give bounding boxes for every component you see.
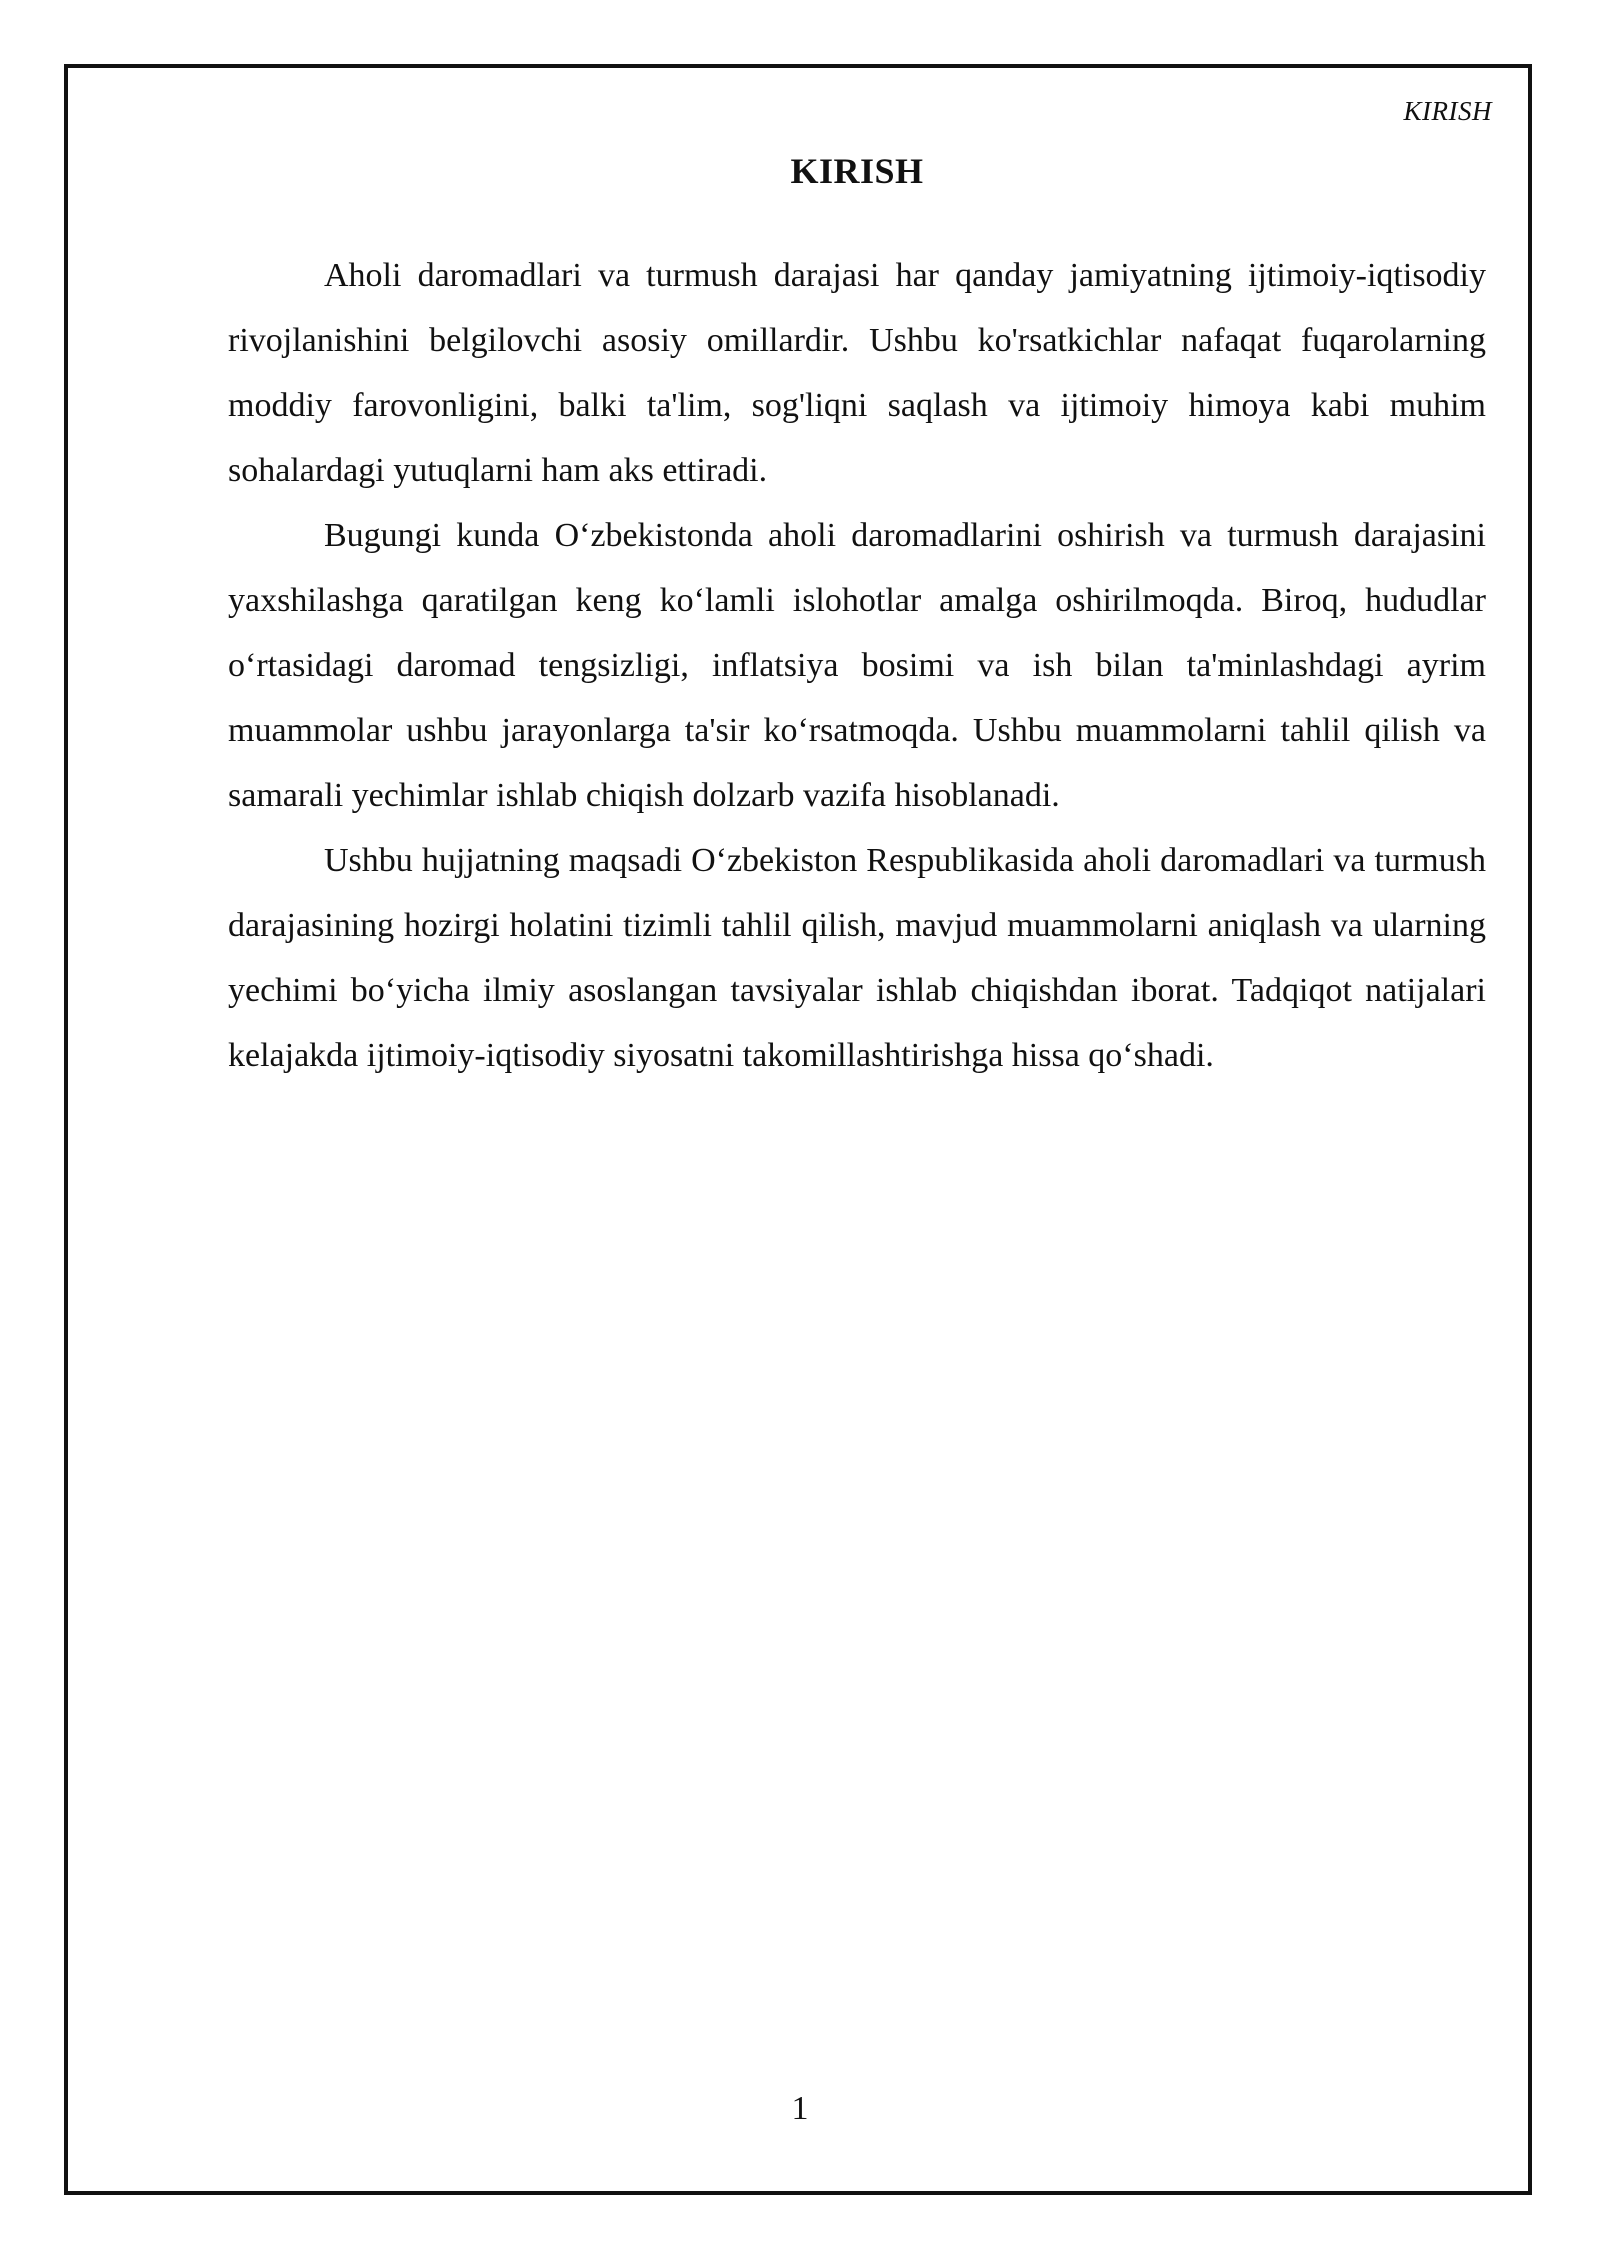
page-number: 1 (791, 2090, 809, 2127)
paragraph-2: Bugungi kunda O‘zbekistonda aholi daromadlarini oshirish va turmush darajasini yaxshilashga qaratilgan keng ko‘lamli islohotlar amalga oshirilmoqda. Biroq, hududlar o‘rtasidagi daromad tengsizligi, inflatsiya bosimi va ish bilan ta'minlashdagi ayrim muammolar ushbu jarayonlarga ta'sir ko‘rsatmoqda. Ushbu muammolarni tahlil qilish va samarali yechimlar ishlab chiqish dolzarb vazifa hisoblanadi. (228, 517, 1486, 814)
paragraph-1: Aholi daromadlari va turmush darajasi har qanday jamiyatning ijtimoiy-iqtisodiy rivojlanishini belgilovchi asosiy omillardir. Ushbu ko'rsatkichlar nafaqat fuqarolarning moddiy farovonligini, balki ta'lim, sog'liqni saqlash va ijtimoiy himoya kabi muhim sohalardagi yutuqlarni ham aks ettiradi. (228, 257, 1486, 489)
paragraph-3: Ushbu hujjatning maqsadi O‘zbekiston Respublikasida aholi daromadlari va turmush darajasining hozirgi holatini tizimli tahlil qilish, mavjud muammolarni aniqlash va ularning yechimi bo‘yicha ilmiy asoslangan tavsiyalar ishlab chiqishdan iborat. Tadqiqot natijalari kelajakda ijtimoiy-iqtisodiy siyosatni takomillashtirishga hissa qo‘shadi. (228, 842, 1486, 1074)
body-text (228, 243, 1486, 1088)
running-header: KIRISH (1403, 96, 1492, 126)
page-title: KIRISH (790, 151, 924, 191)
